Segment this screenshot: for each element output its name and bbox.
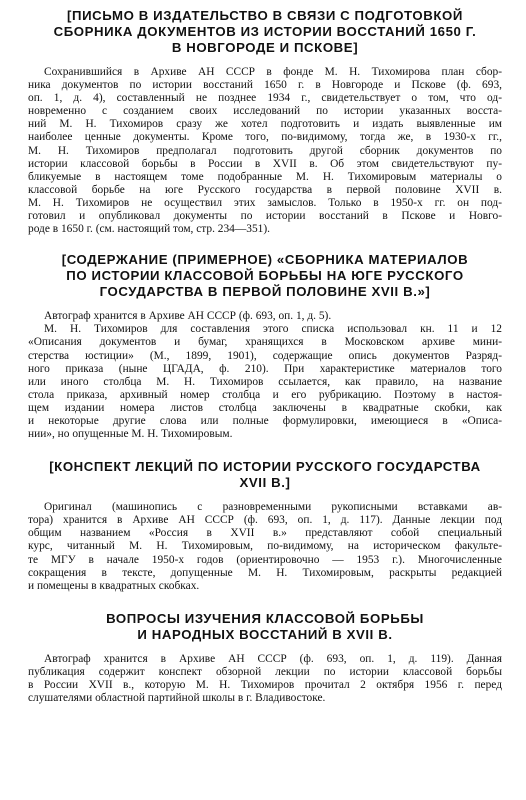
paragraph bbox=[28, 323, 502, 441]
text-line: бликуемые в настоящем томе подобранные М. Н. Тихомировым материалы о bbox=[28, 170, 502, 183]
section-heading bbox=[28, 8, 502, 56]
section-lecture-notes bbox=[28, 459, 502, 593]
text-line: Автограф хранится в Архиве АН СССР (ф. 693, оп. 1, д. 5). bbox=[44, 310, 332, 323]
text-line: нии», но опущенные М. Н. Тихомировым. bbox=[28, 428, 233, 441]
section-class-struggle-questions bbox=[28, 611, 502, 705]
text-line: в России XVII в., которую М. Н. Тихомиров прочитал 2 октября 1956 г. перед bbox=[28, 679, 502, 691]
text-line: Автограф хранится в Архиве АН СССР (ф. 693, оп. 1, д. 119). Данная bbox=[44, 652, 502, 665]
heading-line: [СОДЕРЖАНИЕ (ПРИМЕРНОЕ) «СБОРНИКА МАТЕРИАЛОВ bbox=[61, 252, 469, 268]
text-line: стола приказа, архивный номер столбца и его рубрикацию. Поэтому в настоя- bbox=[28, 388, 502, 401]
text-line: ного приказа (ныне ЦГАДА, ф. 210). При характеристике материалов того bbox=[28, 362, 502, 375]
heading-line: СБОРНИКА ДОКУМЕНТОВ ИЗ ИСТОРИИ ВОССТАНИЙ 1650 Г. bbox=[53, 24, 477, 39]
heading-line: ГОСУДАРСТВА В ПЕРВОЙ ПОЛОВИНЕ XVII В.»] bbox=[99, 284, 431, 300]
text-line: М. Н. Тихомиров предполагал подготовить другой сборник документов по bbox=[28, 144, 502, 157]
text-line: и некоторые другие слова или полные формулировки, имеющиеся в «Описа- bbox=[28, 414, 502, 427]
text-line: стерства юстиции» (М., 1899, 1901), содержащие опись документов Разряд- bbox=[28, 349, 502, 362]
text-line: слушателями областной партийной школы в г. Владивостоке. bbox=[28, 692, 326, 705]
heading-line: [КОНСПЕКТ ЛЕКЦИЙ ПО ИСТОРИИ РУССКОГО ГОСУДАРСТВА bbox=[49, 459, 481, 475]
heading-line: И НАРОДНЫХ ВОССТАНИЙ В XVII В. bbox=[137, 626, 393, 642]
section-heading bbox=[28, 459, 502, 491]
heading-line: XVII В.] bbox=[239, 475, 291, 491]
paragraph bbox=[28, 501, 502, 593]
text-line: сокращения в тексте, допущенные М. Н. Тихомировым, раскрыты редакцией bbox=[28, 566, 502, 579]
text-line: общим названием «Россия в XVII в.» представляют собой специальный bbox=[28, 527, 502, 540]
paragraph bbox=[28, 66, 502, 236]
heading-line: ВОПРОСЫ ИЗУЧЕНИЯ КЛАССОВОЙ БОРЬБЫ bbox=[106, 610, 424, 626]
text-line: «Описания документов и бумаг, хранящихся в Московском архиве мини- bbox=[28, 336, 502, 349]
section-letter-to-publisher bbox=[28, 8, 502, 236]
paragraph bbox=[28, 310, 502, 323]
text-line: классовой борьбе на юге Русского государства в первой половине XVII в. bbox=[28, 183, 502, 196]
section-contents-collection bbox=[28, 252, 502, 441]
text-line: публикация содержит конспект обзорной лекции по истории классовой борьбы bbox=[28, 665, 502, 678]
text-line: наиболее ценные документы. Кроме того, по-видимому, тогда же, в 1930-х гг., bbox=[28, 131, 502, 144]
text-line: и помещены в квадратных скобках. bbox=[28, 579, 200, 592]
text-line: оп. 1, д. 4), составленный не позднее 1934 г., свидетельствует о том, что од- bbox=[28, 92, 502, 105]
text-line: М. Н. Тихомиров не осуществил этих замыслов. Только в 1950-х гг. он под- bbox=[28, 196, 502, 209]
text-line: Оригинал (машинопись с разновременными рукописными вставками ав- bbox=[44, 501, 502, 514]
text-line: готовил и опубликовал документы по истории восстаний в Пскове и Новго- bbox=[28, 210, 502, 223]
heading-line: [ПИСЬМО В ИЗДАТЕЛЬСТВО В СВЯЗИ С ПОДГОТОВКОЙ bbox=[67, 8, 463, 23]
heading-line: В НОВГОРОДЕ И ПСКОВЕ] bbox=[171, 40, 359, 55]
text-line: роде в 1650 г. (см. настоящий том, стр. 234—351). bbox=[28, 223, 270, 236]
text-line: новременно с созданием своих исследований по истории указанных восста- bbox=[28, 105, 502, 118]
text-line: Сохранившийся в Архиве АН СССР в фонде М. Н. Тихомирова план сбор- bbox=[44, 66, 502, 78]
text-line: ний М. Н. Тихомиров сразу же хотел подготовить и издать выявленные им bbox=[28, 118, 502, 131]
heading-line: ПО ИСТОРИИ КЛАССОВОЙ БОРЬБЫ НА ЮГЕ РУССКОГО bbox=[66, 268, 464, 284]
text-line: щем издании номера листов столбца заключены в квадратные скобки, как bbox=[28, 401, 502, 414]
paragraph bbox=[28, 653, 502, 705]
text-line: или иного столбца М. Н. Тихомиров ссылается, как правило, на название bbox=[28, 375, 502, 388]
text-line: ника документов по истории восстаний 1650 г. в Новгороде и Пскове (ф. 693, bbox=[28, 79, 502, 92]
text-line: те МГУ в начале 1950-х годов (ориентировочно — 1953 г.). Многочисленные bbox=[28, 553, 502, 566]
section-heading bbox=[28, 252, 502, 300]
text-line: М. Н. Тихомиров для составления этого списка использовал кн. 11 и 12 bbox=[44, 323, 502, 336]
document-page bbox=[28, 8, 502, 705]
text-line: истории классовой борьбы в России в XVII в. Об этом свидетельствуют пу- bbox=[28, 157, 502, 170]
section-heading bbox=[28, 611, 502, 643]
text-line: курс, читанный М. Н. Тихомировым, по-видимому, на историческом факульте- bbox=[28, 540, 502, 553]
text-line: тора) хранится в Архиве АН СССР (ф. 693, оп. 1, д. 117). Данные лекции под bbox=[28, 514, 502, 527]
